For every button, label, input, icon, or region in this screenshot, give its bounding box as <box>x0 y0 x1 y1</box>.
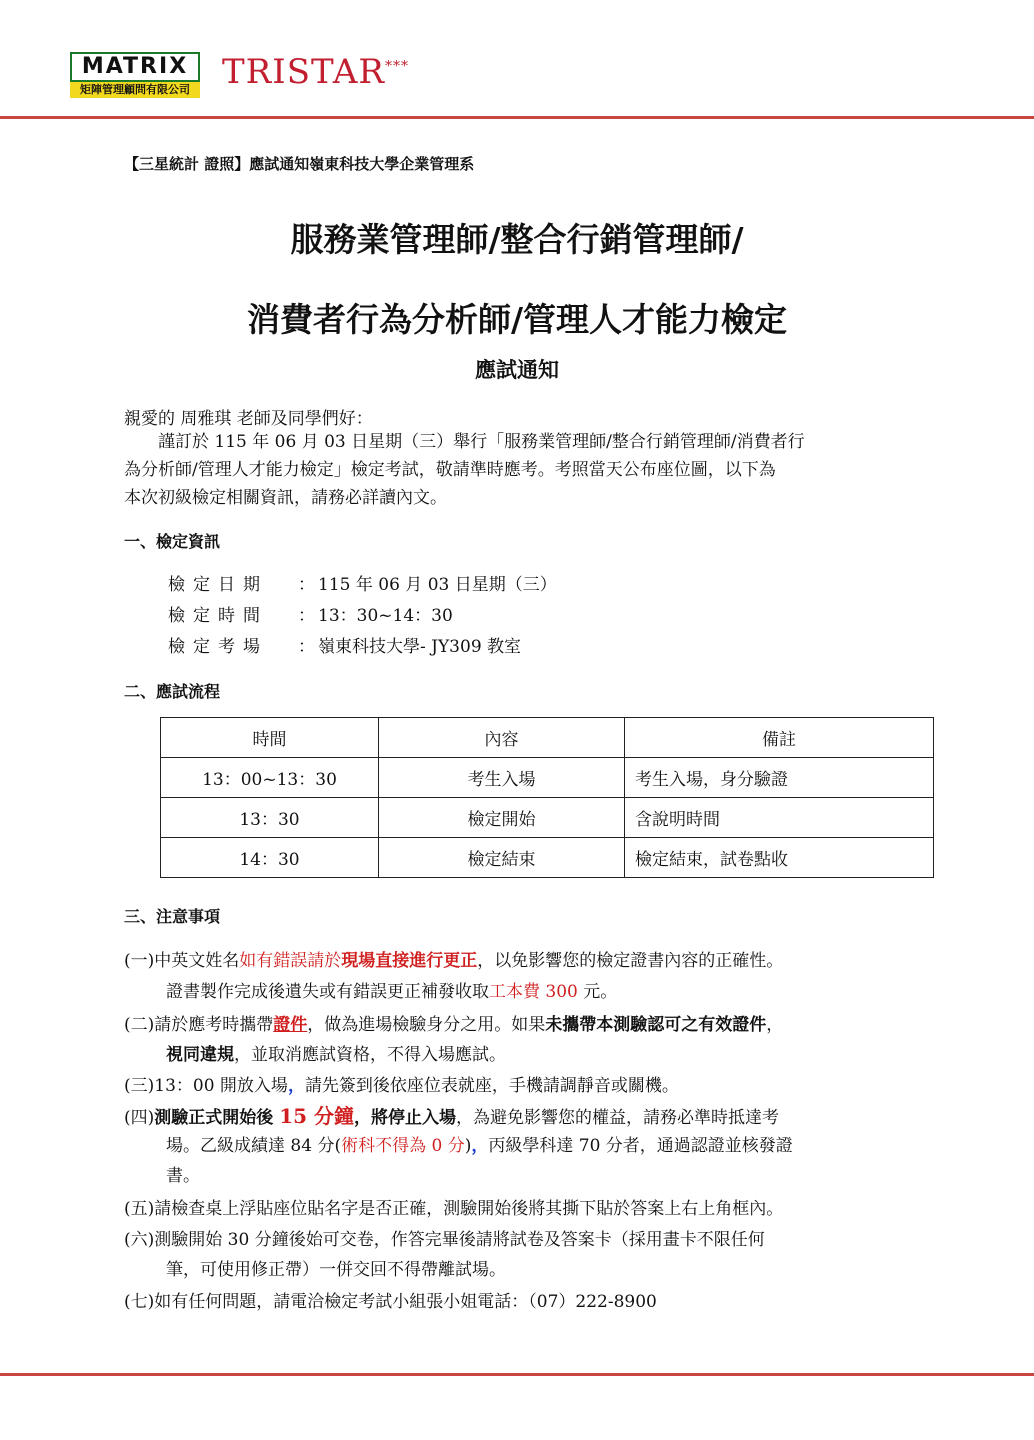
section-3-heading: 三、注意事項 <box>124 907 221 926</box>
intro-line-3: 本次初級檢定相關資訊，請務必詳讀內文。 <box>124 488 447 508</box>
info-venue-label: 檢定考場 <box>168 637 268 657</box>
greeting: 親愛的 周雅琪 老師及同學們好： <box>124 409 373 429</box>
table-cell-content: 考生入場 <box>379 758 625 798</box>
subject-line: 【三星統計 證照】應試通知嶺東科技大學企業管理系 <box>124 155 475 173</box>
note-3-a: (三)13：00 開放入場 <box>124 1076 288 1096</box>
intro-line-1: 謹訂於 115 年 06 月 03 日星期（三）舉行「服務業管理師/整合行銷管理師/消費者行 <box>124 432 805 452</box>
note-1-f: 工本費 300 <box>489 982 578 1002</box>
note-1-g: 元。 <box>577 982 618 1002</box>
note-4-g: 術科不得為 0 分 <box>341 1136 465 1156</box>
info-venue <box>168 632 521 657</box>
info-time <box>168 601 453 626</box>
note-4 <box>124 1100 779 1129</box>
info-time-value: 13：30~14：30 <box>318 606 453 626</box>
note-4-continued-2: 書。 <box>166 1166 200 1186</box>
table-cell-content: 檢定結束 <box>379 838 625 878</box>
info-venue-sep: ： <box>298 637 315 657</box>
column-header-time: 時間 <box>161 718 379 758</box>
matrix-logo-subtitle: 矩陣管理顧問有限公司 <box>70 82 200 98</box>
note-4-b: 測驗正式開始後 <box>154 1108 280 1128</box>
note-3 <box>124 1071 679 1096</box>
note-4-i: ， <box>471 1136 489 1156</box>
table-row <box>161 758 934 798</box>
note-4-j: 丙級學科達 70 分者，通過認證並核發證 <box>488 1136 793 1156</box>
matrix-logo-text: MATRIX <box>70 52 200 82</box>
footer-divider <box>0 1373 1034 1376</box>
note-2-e: ， <box>766 1015 784 1035</box>
info-time-sep: ： <box>298 606 315 626</box>
note-4-a: (四) <box>124 1108 155 1128</box>
info-date <box>168 570 557 595</box>
table-cell-content: 檢定開始 <box>379 798 625 838</box>
note-2-c: ，做為進場檢驗身分之用。如果 <box>307 1015 546 1035</box>
tristar-logo-text: TRISTAR <box>222 52 385 92</box>
note-2-g: ，並取消應試資格，不得入場應試。 <box>234 1045 506 1065</box>
section-2-heading: 二、應試流程 <box>124 682 221 701</box>
note-1-b: 如有錯誤請於 <box>239 951 342 971</box>
note-2-f: 視同違規 <box>166 1045 234 1065</box>
note-3-b: ， <box>287 1076 305 1096</box>
table-row <box>161 838 934 878</box>
note-7: (七)如有任何問題，請電洽檢定考試小組張小姐電話：（07）222-8900 <box>124 1292 657 1312</box>
note-4-h: ) <box>464 1136 472 1156</box>
intro-paragraph <box>124 428 944 512</box>
note-1-a: (一)中英文姓名 <box>124 951 240 971</box>
note-4-d: ，將停止入場 <box>353 1108 456 1128</box>
title-line-2: 消費者行為分析師/管理人才能力檢定 <box>246 300 788 339</box>
note-4-c: 15 分鐘 <box>279 1104 354 1128</box>
info-date-value: 115 年 06 月 03 日星期（三） <box>318 575 557 595</box>
note-4-continued <box>166 1131 793 1156</box>
table-row <box>161 798 934 838</box>
intro-line-2: 為分析師/管理人才能力檢定」檢定考試，敬請準時應考。考照當天公布座位圖，以下為 <box>124 460 776 480</box>
info-time-label: 檢定時間 <box>168 606 268 626</box>
note-1 <box>124 946 783 971</box>
note-6-continued: 筆，可使用修正帶）一併交回不得帶離試場。 <box>166 1260 506 1280</box>
table-cell-remark: 考生入場，身分驗證 <box>625 758 934 798</box>
note-5: (五)請檢查桌上浮貼座位貼名字是否正確，測驗開始後將其撕下貼於答案上右上角框內。 <box>124 1199 784 1219</box>
table-cell-remark: 檢定結束，試卷點收 <box>625 838 934 878</box>
section-1-heading: 一、檢定資訊 <box>124 532 221 551</box>
table-cell-time: 14：30 <box>161 838 379 878</box>
note-6: (六)測驗開始 30 分鐘後始可交卷，作答完畢後請將試卷及答案卡（採用畫卡不限任何 <box>124 1230 765 1250</box>
info-date-sep: ： <box>298 575 315 595</box>
note-2-continued <box>166 1040 506 1065</box>
note-3-c: 請先簽到後依座位表就座，手機請調靜音或關機。 <box>304 1076 679 1096</box>
column-header-remark: 備註 <box>625 718 934 758</box>
info-date-label: 檢定日期 <box>168 575 268 595</box>
matrix-logo <box>70 52 202 98</box>
title-line-1: 服務業管理師/整合行銷管理師/ <box>290 220 744 259</box>
note-2-a: (二)請於應考時攜帶 <box>124 1015 274 1035</box>
note-4-f: 場。乙級成績達 84 分( <box>166 1136 342 1156</box>
note-2-b: 證件 <box>273 1015 308 1035</box>
note-4-e: ，為避免影響您的權益，請務必準時抵達考 <box>455 1108 779 1128</box>
tristar-logo <box>222 52 409 92</box>
info-venue-value: 嶺東科技大學- JY309 教室 <box>318 637 522 657</box>
note-1-d: ，以免影響您的檢定證書內容的正確性。 <box>477 951 784 971</box>
table-cell-time: 13：00~13：30 <box>161 758 379 798</box>
tristar-logo-stars: *** <box>384 58 409 75</box>
note-2-d: 未攜帶本測驗認可之有效證件 <box>545 1015 767 1035</box>
notice-title: 應試通知 <box>475 357 559 382</box>
note-1-c: 現場直接進行更正 <box>341 951 478 971</box>
column-header-content: 內容 <box>379 718 625 758</box>
table-cell-remark: 含說明時間 <box>625 798 934 838</box>
table-cell-time: 13：30 <box>161 798 379 838</box>
header-divider <box>0 116 1034 119</box>
table-header-row <box>161 718 934 758</box>
note-1-continued <box>166 977 617 1002</box>
note-2 <box>124 1010 783 1035</box>
schedule-table <box>160 717 934 878</box>
note-1-e: 證書製作完成後遺失或有錯誤更正補發收取 <box>166 982 489 1002</box>
